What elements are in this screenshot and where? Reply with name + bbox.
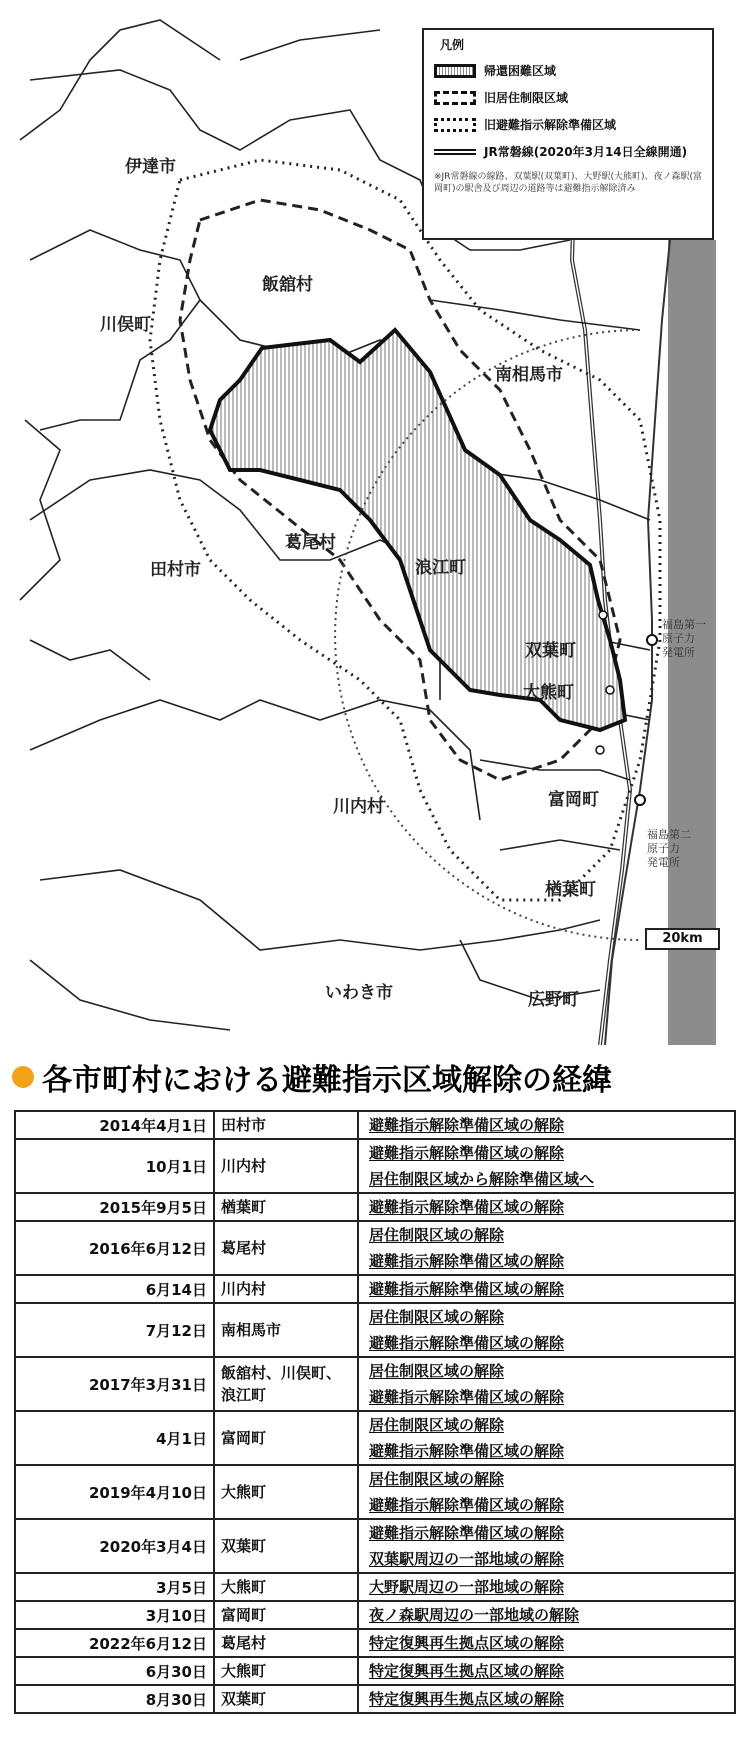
change-text: 居住制限区域の解除 (369, 1470, 505, 1488)
label-tomioka: 富岡町 (548, 790, 599, 810)
label-namie: 浪江町 (415, 558, 466, 578)
legend-label: 帰還困難区域 (484, 64, 557, 78)
heading-text: 各市町村における避難指示区域解除の経緯 (42, 1063, 612, 1098)
change-text: 特定復興再生拠点区域の解除 (369, 1690, 565, 1708)
table-row (15, 1657, 735, 1685)
table-row (15, 1275, 735, 1303)
change-cell (358, 1357, 735, 1411)
table-row (15, 1139, 735, 1193)
label-katsurao: 葛尾村 (285, 533, 336, 553)
change-text: 避難指示解除準備区域の解除 (369, 1496, 565, 1514)
change-text: 避難指示解除準備区域の解除 (369, 1442, 565, 1460)
change-text: 居住制限区域の解除 (369, 1416, 505, 1434)
label-hirono: 広野町 (528, 990, 579, 1010)
legend-swatch-hatched (434, 64, 476, 78)
change-text: 居住制限区域の解除 (369, 1362, 505, 1380)
change-text: 避難指示解除準備区域の解除 (369, 1144, 565, 1162)
difficult-to-return-zone (210, 330, 625, 730)
change-cell (358, 1629, 735, 1657)
change-text: 居住制限区域の解除 (369, 1226, 505, 1244)
date-cell: 3月5日 (15, 1573, 214, 1601)
legend-label: 旧避難指示解除準備区域 (484, 118, 617, 132)
municipality-cell: 大熊町 (214, 1573, 358, 1601)
change-text: 避難指示解除準備区域の解除 (369, 1280, 565, 1298)
change-cell (358, 1193, 735, 1221)
municipality-cell: 富岡町 (214, 1601, 358, 1629)
municipality-cell: 大熊町 (214, 1657, 358, 1685)
change-text: 夜ノ森駅周辺の一部地域の解除 (369, 1606, 580, 1624)
change-text: 避難指示解除準備区域の解除 (369, 1116, 565, 1134)
table-row (15, 1193, 735, 1221)
date-cell: 8月30日 (15, 1685, 214, 1713)
boundary-minamisoma (430, 300, 640, 330)
change-cell (358, 1657, 735, 1685)
table-row (15, 1303, 735, 1357)
municipality-cell: 双葉町 (214, 1685, 358, 1713)
map-legend (422, 28, 714, 240)
date-cell: 2014年4月1日 (15, 1111, 214, 1139)
legend-title: 凡例 (440, 38, 465, 52)
label-kawauchi: 川内村 (333, 797, 384, 817)
change-cell (358, 1275, 735, 1303)
date-cell: 2016年6月12日 (15, 1221, 214, 1275)
table-row (15, 1221, 735, 1275)
table-row (15, 1465, 735, 1519)
boundary-naraha (500, 840, 620, 850)
date-cell: 10月1日 (15, 1139, 214, 1193)
label-naraha: 楢葉町 (545, 880, 596, 900)
date-cell: 4月1日 (15, 1411, 214, 1465)
date-cell: 2019年4月10日 (15, 1465, 214, 1519)
change-cell (358, 1303, 735, 1357)
change-text: 避難指示解除準備区域の解除 (369, 1388, 565, 1406)
label-iitate: 飯舘村 (262, 275, 313, 295)
municipality-cell: 葛尾村 (214, 1629, 358, 1657)
plant-1-marker (647, 635, 657, 645)
change-cell (358, 1411, 735, 1465)
change-text: 避難指示解除準備区域の解除 (369, 1252, 565, 1270)
table-row (15, 1601, 735, 1629)
municipality-cell: 大熊町 (214, 1465, 358, 1519)
change-cell (358, 1221, 735, 1275)
legend-swatch-dashed (434, 91, 476, 105)
label-kawamata: 川俣町 (100, 315, 151, 335)
plant-2-marker (635, 795, 645, 805)
date-cell: 2017年3月31日 (15, 1357, 214, 1411)
table-row (15, 1629, 735, 1657)
table-row (15, 1685, 735, 1713)
date-cell: 2022年6月12日 (15, 1629, 214, 1657)
date-cell: 2020年3月4日 (15, 1519, 214, 1573)
change-text: 大野駅周辺の一部地域の解除 (369, 1578, 565, 1596)
label-iwaki: いわき市 (325, 983, 393, 1003)
legend-label: 旧居住制限区域 (484, 91, 569, 105)
legend-row (434, 84, 702, 111)
municipality-cell: 川内村 (214, 1139, 358, 1193)
change-cell (358, 1139, 735, 1193)
municipality-cell: 田村市 (214, 1111, 358, 1139)
date-cell: 6月30日 (15, 1657, 214, 1685)
change-text: 特定復興再生拠点区域の解除 (369, 1634, 565, 1652)
date-cell: 3月10日 (15, 1601, 214, 1629)
table-row (15, 1111, 735, 1139)
label-futaba: 双葉町 (525, 641, 576, 661)
boundary-kawauchi (30, 700, 480, 820)
municipality-cell: 川内村 (214, 1275, 358, 1303)
label-plant-2: 福島第二 原子力 発電所 (647, 828, 691, 869)
change-text: 特定復興再生拠点区域の解除 (369, 1662, 565, 1680)
boundary-iwaki (40, 870, 600, 950)
section-heading (12, 1055, 612, 1099)
label-plant-1: 福島第一 原子力 発電所 (662, 618, 706, 659)
change-cell (358, 1685, 735, 1713)
municipality-cell: 楢葉町 (214, 1193, 358, 1221)
date-cell: 6月14日 (15, 1275, 214, 1303)
date-cell: 2015年9月5日 (15, 1193, 214, 1221)
table-row (15, 1519, 735, 1573)
change-text: 避難指示解除準備区域の解除 (369, 1198, 565, 1216)
legend-row (434, 138, 702, 165)
legend-row (434, 57, 702, 84)
legend-label: JR常磐線(2020年3月14日全線開通) (484, 145, 688, 159)
bullet-icon (12, 1066, 34, 1088)
change-cell (358, 1601, 735, 1629)
municipality-cell: 富岡町 (214, 1411, 358, 1465)
legend-swatch-dotted (434, 118, 476, 132)
change-cell (358, 1111, 735, 1139)
municipality-cell: 葛尾村 (214, 1221, 358, 1275)
change-cell (358, 1519, 735, 1573)
history-table (14, 1110, 736, 1714)
change-cell (358, 1465, 735, 1519)
legend-swatch-rail (434, 149, 476, 155)
change-text: 双葉駅周辺の一部地域の解除 (369, 1550, 565, 1568)
table-row (15, 1357, 735, 1411)
change-text: 避難指示解除準備区域の解除 (369, 1524, 565, 1542)
municipality-cell: 南相馬市 (214, 1303, 358, 1357)
legend-note: ※JR常磐線の線路、双葉駅(双葉町)、大野駅(大熊町)、夜ノ森駅(富岡町)の駅舎及び周辺の道路等は避難指示解除済み (434, 172, 703, 194)
municipality-cell: 飯舘村、川俣町、浪江町 (214, 1357, 358, 1411)
label-date-city: 伊達市 (125, 157, 176, 177)
legend-row (434, 111, 702, 138)
date-cell: 7月12日 (15, 1303, 214, 1357)
municipality-cell: 双葉町 (214, 1519, 358, 1573)
change-text: 居住制限区域の解除 (369, 1308, 505, 1326)
label-minamisoma: 南相馬市 (495, 365, 563, 385)
scale-label: 20km (645, 928, 720, 950)
table-row (15, 1573, 735, 1601)
change-cell (358, 1573, 735, 1601)
change-text: 居住制限区域から解除準備区域へ (369, 1170, 595, 1188)
table-row (15, 1411, 735, 1465)
label-tamura: 田村市 (150, 560, 201, 580)
change-text: 避難指示解除準備区域の解除 (369, 1334, 565, 1352)
label-okuma: 大熊町 (523, 683, 574, 703)
